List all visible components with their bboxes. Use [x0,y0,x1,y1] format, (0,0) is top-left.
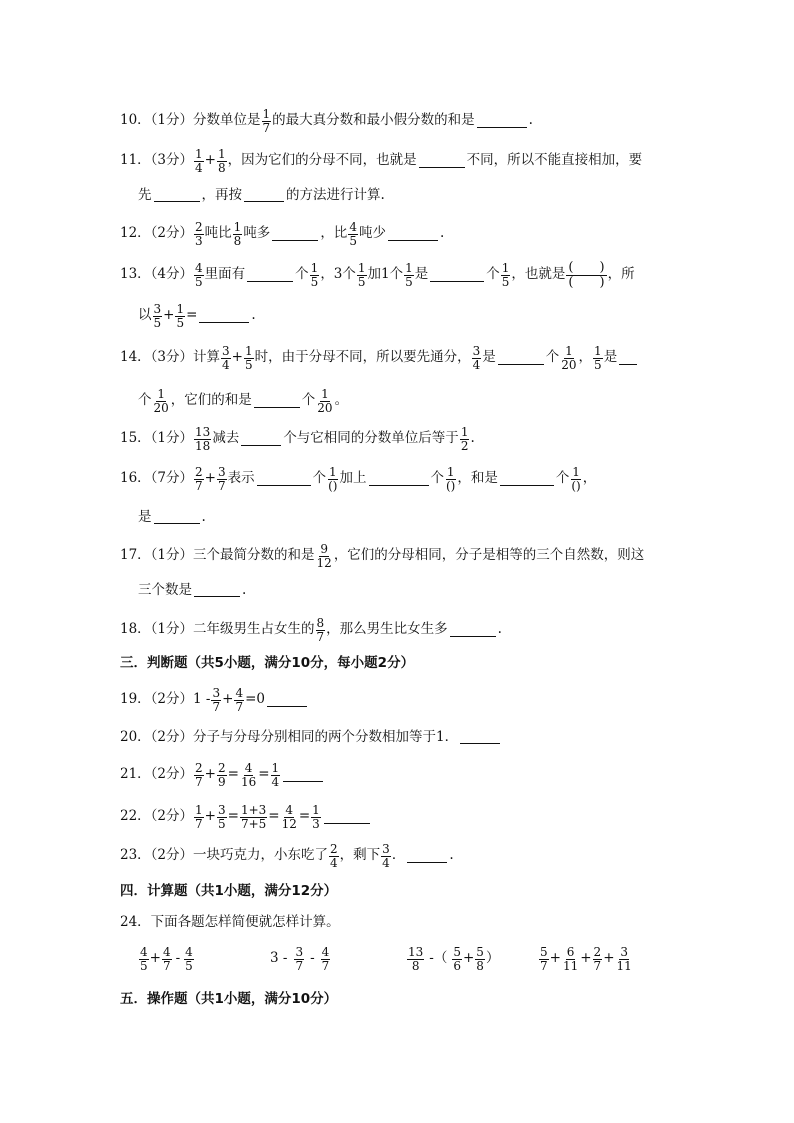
text: 个 [312,470,327,487]
question-10 [120,108,533,134]
expression-2 [270,946,331,972]
text: 。 [334,392,349,409]
text: 不同，所以不能直接相加，要 [466,152,643,169]
text: ． [391,847,406,864]
text: ，它们的分母相同，分子是相等的三个自然数，则这 [333,547,645,564]
text: 个 [486,266,500,283]
text: 分子与分母分别相同的两个分数相加等于1． [193,729,459,745]
fraction: $\frac{3}{7}$ [217,465,226,493]
text: 二年级男生占女生的 [193,621,315,638]
text: 是 [482,349,496,366]
question-number: 17．（1分） [120,547,194,564]
text: 减去 [212,430,240,447]
text: 个 [555,470,570,487]
fraction: $\frac{1}{20}$ [561,344,577,372]
fraction: $\frac{1}{5}$ [310,261,319,289]
operator: = [227,808,239,825]
section-title: 三．判断题（共5小题，满分10分，每小题2分） [120,655,415,671]
fraction: $\frac{1}{5}$ [244,344,253,372]
fraction: $\frac{1}{5}$ [594,344,602,372]
text: 三个数是 [138,582,192,598]
question-number: 16．（7分） [120,470,194,487]
fraction: $\frac{1}{5}$ [501,261,510,289]
answer-blank[interactable] [419,155,465,168]
text: 三个最简分数的和是 [193,547,315,564]
question-22 [120,804,372,830]
question-text: 24．下面各题怎样简便就怎样计算。 [120,914,340,930]
text: ，它们的和是 [170,392,252,409]
fraction: $\frac{3}{7}$ [295,945,304,973]
fraction: $\frac{1}{4}$ [195,147,203,175]
text: 是 [138,509,152,525]
question-19 [120,687,309,713]
answer-blank[interactable] [407,850,447,863]
answer-blank[interactable] [241,433,281,446]
section-4-heading [120,885,337,899]
answer-blank[interactable] [460,731,500,744]
fraction: $\frac{13}{18}$ [195,425,211,453]
text: ，剩下 [339,847,381,864]
question-number: 21．（2分） [120,766,194,783]
section-3-heading [120,657,414,671]
fraction: $\frac{1}{()}$ [446,465,456,493]
text: 是 [414,266,429,283]
answer-blank[interactable] [500,473,554,486]
text: 的最大真分数和最小假分数的和是 [272,112,475,129]
fraction: $\frac{8}{7}$ [316,616,325,644]
text: 分数单位是 [193,112,261,129]
fraction: $\frac{4}{5}$ [140,945,148,973]
fraction: $\frac{2}{7}$ [195,465,203,493]
text: . [449,847,454,864]
text: ，和是 [457,470,498,487]
text: 加1个 [367,266,404,283]
fraction: $\frac{1+3}{7+5}$ [240,803,267,831]
text: ，也就是 [511,266,566,283]
fraction: $\frac{1}{7}$ [262,107,271,135]
question-18 [120,617,502,643]
fraction: $\frac{2}{7}$ [593,945,602,973]
text: =0 [245,691,265,708]
answer-blank[interactable] [498,352,544,365]
question-number: 13．（4分） [120,266,194,283]
fraction: $\frac{5}{7}$ [540,945,548,973]
fraction: $\frac{3}{4}$ [222,344,230,372]
question-number: 22．（2分） [120,808,194,825]
text: 加上 [339,470,367,487]
text: 3 - [270,950,288,967]
operator: + [163,307,175,324]
fraction: $\frac{2}{7}$ [195,761,203,789]
fraction: $\frac{4}{7}$ [162,945,171,973]
text: 吨比 [204,225,232,242]
answer-blank[interactable] [154,511,200,524]
answer-blank[interactable] [244,189,284,202]
text: ，再按 [201,187,242,203]
section-title: 五．操作题（共1小题，满分10分） [120,991,338,1007]
question-number: 15．（1分） [120,430,194,447]
question-16 [120,466,596,492]
fraction: $\frac{1}{4}$ [271,761,280,789]
text: . [497,621,502,638]
expression-1 [138,946,195,972]
operator: + [231,349,243,366]
text: . [439,225,445,242]
text: ， [582,470,597,487]
fraction: $\frac{3}{5}$ [217,803,226,831]
text: 以 [138,307,152,324]
text: . [470,430,475,447]
text: ，因为它们的分母不同，也就是 [227,152,417,169]
fraction: $\frac{9}{12}$ [316,542,332,570]
operator: - [310,950,315,967]
text: 个 [301,392,316,409]
operator: = [258,766,270,783]
question-11 [120,148,642,174]
text: . [251,307,256,324]
fraction: $\frac{1}{8}$ [217,147,226,175]
fraction: $\frac{1}{8}$ [233,220,242,248]
question-21 [120,762,325,788]
answer-blank[interactable] [194,584,240,597]
question-23 [120,843,454,869]
text: ，3个 [320,266,356,283]
operator: + [580,950,592,967]
section-5-heading [120,993,337,1007]
text: 里面有 [204,266,246,283]
question-24 [120,916,340,930]
fraction: $\frac{3}{7}$ [212,686,221,714]
text: ，比 [320,225,348,242]
question-17 [120,543,644,569]
expression-4 [538,946,634,972]
operator: = [186,307,198,324]
operator: + [603,950,615,967]
fraction: $\frac{1}{5}$ [405,261,413,289]
text: ，所 [607,266,635,283]
operator: + [549,950,561,967]
operator: + [222,691,234,708]
operator: + [204,808,216,825]
answer-blank[interactable] [267,694,307,707]
text: 吨少 [358,225,386,242]
fraction: $\frac{2}{4}$ [330,842,338,870]
question-11-cont [138,189,385,203]
fraction: $\frac{3}{5}$ [153,302,162,330]
text: 个 [545,349,560,366]
fraction: $\frac{4}{12}$ [281,803,297,831]
question-number: 14．（3分） [120,349,194,366]
fraction: $\frac{4}{16}$ [240,761,257,789]
question-15 [120,426,475,452]
text: 个与它相同的分数单位后等于 [283,430,459,447]
question-12 [120,221,444,247]
question-number: 19．（2分） [120,691,194,708]
text: 时，由于分母不同，所以要先通分， [254,349,471,366]
text: 表示 [227,470,255,487]
question-17-cont [138,584,246,598]
text: 一块巧克力，小东吃了 [193,847,329,864]
fraction: $\frac{1}{2}$ [460,425,469,453]
answer-blank[interactable] [369,473,429,486]
operator: = [298,808,311,825]
question-14-cont [138,388,348,414]
fraction: $\frac{4}{5}$ [349,220,357,248]
operator: = [268,808,280,825]
answer-blank[interactable] [257,473,311,486]
answer-blank[interactable] [324,811,370,824]
question-number: 11．（3分） [120,152,194,169]
fraction: $\frac{4}{7}$ [235,686,244,714]
text: 是 [603,349,618,366]
fraction: $\frac{2}{9}$ [217,761,226,789]
question-number: 12．（2分） [120,225,194,242]
answer-blank[interactable] [254,395,300,408]
text: 个 [430,470,444,487]
question-14 [120,345,639,371]
answer-blank[interactable] [450,624,496,637]
answer-blank[interactable] [477,115,527,128]
fraction: $\frac{3}{4}$ [382,842,390,870]
answer-blank[interactable] [154,189,200,202]
fraction: $\frac{1}{()}$ [328,465,338,493]
fraction: $\frac{3}{11}$ [616,945,632,973]
question-13 [120,261,635,289]
text: 个 [295,266,309,283]
text: 个 [138,392,152,409]
fraction: $\frac{6}{11}$ [562,945,579,973]
answer-blank[interactable] [430,269,484,282]
text: -（ [429,950,448,967]
question-number: 18．（1分） [120,621,194,638]
fraction: $\frac{5}{8}$ [476,945,484,973]
text: 先 [138,187,152,203]
answer-blank[interactable] [247,269,293,282]
answer-blank[interactable] [619,352,637,365]
fraction: $\frac{1}{20}$ [317,387,333,415]
fraction: $\frac{3}{4}$ [472,344,481,372]
answer-blank[interactable] [388,228,438,241]
fraction: $\frac{13}{8}$ [408,945,424,973]
question-number: 10．（1分） [120,112,194,129]
text: 计算 [193,349,221,366]
fraction: $\frac{1}{5}$ [357,261,366,289]
text: . [201,509,206,525]
text: ， [578,349,593,366]
question-number: 20．（2分） [120,729,194,745]
operator: + [204,470,216,487]
fraction: $\frac{5}{6}$ [453,945,461,973]
section-title: 四．计算题（共1小题，满分12分） [120,883,338,899]
question-16-cont [138,511,206,525]
answer-blank[interactable] [283,769,323,782]
fraction: $\frac{4}{5}$ [185,945,193,973]
fraction: $\frac{2}{3}$ [195,220,203,248]
blank-fraction[interactable]: $\frac{( )}{( )}$ [568,260,605,290]
operator: = [227,766,239,783]
text: ，那么男生比女生多 [326,621,448,638]
fraction: $\frac{4}{5}$ [195,261,203,289]
question-20 [120,731,502,745]
text: . [528,112,533,129]
fraction: $\frac{1}{20}$ [153,387,169,415]
answer-blank[interactable] [272,228,318,241]
text: 1 - [193,691,211,708]
question-number: 23．（2分） [120,847,194,864]
text: 吨多 [243,225,271,242]
operator: + [462,950,475,967]
operator: + [149,950,161,967]
text: ） [485,950,500,967]
answer-blank[interactable] [199,310,249,323]
text: 的方法进行计算. [286,187,385,203]
fraction: $\frac{1}{5}$ [176,302,185,330]
operator: - [175,950,181,967]
operator: + [204,766,216,783]
fraction: $\frac{1}{()}$ [571,465,581,493]
fraction: $\frac{4}{7}$ [321,945,330,973]
expression-3 [406,946,499,972]
fraction: $\frac{1}{3}$ [312,803,320,831]
operator: + [204,152,216,169]
question-13-cont [138,303,256,329]
text: . [242,582,247,598]
fraction: $\frac{1}{7}$ [195,803,203,831]
